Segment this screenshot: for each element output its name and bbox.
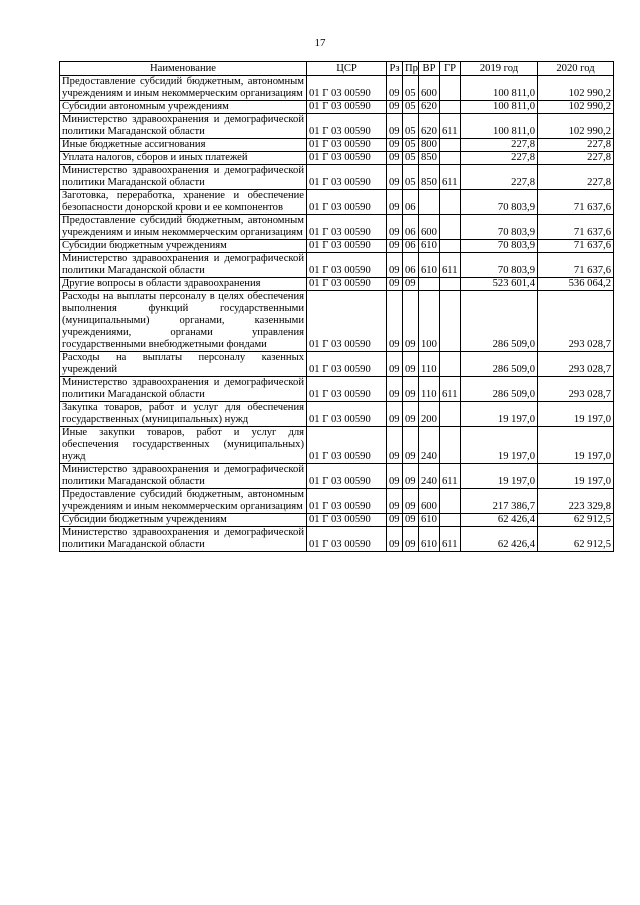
row-amount-2020: 102 990,2 [538, 114, 614, 139]
row-rz: 09 [387, 352, 403, 377]
row-pr: 09 [403, 527, 419, 552]
row-vr: 110 [419, 352, 440, 377]
row-csr: 01 Г 03 00590 [307, 240, 387, 253]
row-pr: 05 [403, 152, 419, 165]
row-name: Министерство здравоохранения и демографической политики Магаданской области [60, 464, 307, 489]
row-amount-2019: 100 811,0 [461, 114, 538, 139]
row-vr: 610 [419, 514, 440, 527]
row-vr: 800 [419, 139, 440, 152]
row-csr: 01 Г 03 00590 [307, 165, 387, 190]
row-rz: 09 [387, 253, 403, 278]
table-row [60, 377, 614, 402]
row-rz: 09 [387, 427, 403, 464]
header-name: Наименование [60, 62, 307, 76]
row-rz: 09 [387, 215, 403, 240]
row-amount-2019: 70 803,9 [461, 240, 538, 253]
row-amount-2019: 100 811,0 [461, 101, 538, 114]
row-vr: 620 [419, 101, 440, 114]
budget-table [59, 61, 614, 552]
row-amount-2019: 227,8 [461, 152, 538, 165]
row-rz: 09 [387, 377, 403, 402]
row-vr [419, 190, 440, 215]
row-gr [440, 152, 461, 165]
header-2020: 2020 год [538, 62, 614, 76]
row-amount-2020: 227,8 [538, 165, 614, 190]
row-name: Министерство здравоохранения и демографической политики Магаданской области [60, 377, 307, 402]
row-name: Министерство здравоохранения и демографической политики Магаданской области [60, 165, 307, 190]
row-gr [440, 101, 461, 114]
row-csr: 01 Г 03 00590 [307, 489, 387, 514]
table-row [60, 190, 614, 215]
row-gr [440, 190, 461, 215]
row-vr: 110 [419, 377, 440, 402]
header-2019: 2019 год [461, 62, 538, 76]
row-gr [440, 402, 461, 427]
row-amount-2020: 71 637,6 [538, 190, 614, 215]
table-row [60, 427, 614, 464]
row-pr: 09 [403, 489, 419, 514]
row-gr: 611 [440, 464, 461, 489]
row-csr: 01 Г 03 00590 [307, 402, 387, 427]
row-amount-2019: 523 601,4 [461, 278, 538, 291]
header-vr: ВР [419, 62, 440, 76]
row-amount-2020: 19 197,0 [538, 402, 614, 427]
table-row [60, 240, 614, 253]
row-csr: 01 Г 03 00590 [307, 352, 387, 377]
row-vr [419, 278, 440, 291]
row-amount-2020: 293 028,7 [538, 377, 614, 402]
row-amount-2020: 19 197,0 [538, 464, 614, 489]
table-header-row [60, 62, 614, 76]
row-name: Министерство здравоохранения и демографической политики Магаданской области [60, 253, 307, 278]
row-csr: 01 Г 03 00590 [307, 76, 387, 101]
row-vr: 610 [419, 527, 440, 552]
row-vr: 100 [419, 291, 440, 352]
row-gr [440, 139, 461, 152]
table-row [60, 215, 614, 240]
row-name: Другие вопросы в области здравоохранения [60, 278, 307, 291]
row-vr: 240 [419, 464, 440, 489]
row-rz: 09 [387, 527, 403, 552]
table-row [60, 402, 614, 427]
row-name: Субсидии автономным учреждениям [60, 101, 307, 114]
row-pr: 05 [403, 76, 419, 101]
row-pr: 09 [403, 352, 419, 377]
row-pr: 05 [403, 114, 419, 139]
row-name: Закупка товаров, работ и услуг для обеспечения государственных (муниципальных) нужд [60, 402, 307, 427]
row-rz: 09 [387, 101, 403, 114]
row-name: Министерство здравоохранения и демографической политики Магаданской области [60, 527, 307, 552]
row-vr: 240 [419, 427, 440, 464]
row-amount-2019: 217 386,7 [461, 489, 538, 514]
row-name: Уплата налогов, сборов и иных платежей [60, 152, 307, 165]
row-rz: 09 [387, 139, 403, 152]
row-vr: 850 [419, 152, 440, 165]
row-rz: 09 [387, 76, 403, 101]
table-row [60, 464, 614, 489]
row-amount-2020: 62 912,5 [538, 514, 614, 527]
row-amount-2019: 62 426,4 [461, 527, 538, 552]
row-name: Расходы на выплаты персоналу в целях обеспечения выполнения функций государственными (муниципальными) органами, казенными учреждениями, органами управления государственными внебюджетными фондами [60, 291, 307, 352]
row-amount-2020: 102 990,2 [538, 76, 614, 101]
row-rz: 09 [387, 278, 403, 291]
row-amount-2020: 293 028,7 [538, 352, 614, 377]
row-name: Предоставление субсидий бюджетным, автономным учреждениям и иным некоммерческим организациям [60, 489, 307, 514]
row-gr [440, 489, 461, 514]
row-csr: 01 Г 03 00590 [307, 464, 387, 489]
row-name: Предоставление субсидий бюджетным, автономным учреждениям и иным некоммерческим организациям [60, 215, 307, 240]
row-csr: 01 Г 03 00590 [307, 114, 387, 139]
row-name: Заготовка, переработка, хранение и обеспечение безопасности донорской крови и ее компонентов [60, 190, 307, 215]
row-name: Субсидии бюджетным учреждениям [60, 514, 307, 527]
table-row [60, 114, 614, 139]
row-csr: 01 Г 03 00590 [307, 427, 387, 464]
table-body [60, 76, 614, 552]
table-row [60, 278, 614, 291]
row-gr: 611 [440, 527, 461, 552]
row-pr: 09 [403, 278, 419, 291]
row-vr: 600 [419, 489, 440, 514]
row-vr: 200 [419, 402, 440, 427]
row-gr: 611 [440, 253, 461, 278]
row-name: Расходы на выплаты персоналу казенных учреждений [60, 352, 307, 377]
row-amount-2019: 19 197,0 [461, 402, 538, 427]
row-vr: 610 [419, 240, 440, 253]
row-amount-2020: 71 637,6 [538, 215, 614, 240]
row-pr: 05 [403, 165, 419, 190]
row-pr: 09 [403, 427, 419, 464]
table-row [60, 527, 614, 552]
row-amount-2019: 227,8 [461, 139, 538, 152]
table-row [60, 139, 614, 152]
row-csr: 01 Г 03 00590 [307, 514, 387, 527]
row-pr: 09 [403, 402, 419, 427]
row-gr [440, 514, 461, 527]
row-amount-2020: 227,8 [538, 152, 614, 165]
row-name: Иные бюджетные ассигнования [60, 139, 307, 152]
row-pr: 09 [403, 377, 419, 402]
row-amount-2020: 19 197,0 [538, 427, 614, 464]
table-row [60, 489, 614, 514]
row-amount-2019: 286 509,0 [461, 377, 538, 402]
row-pr: 09 [403, 464, 419, 489]
row-gr [440, 76, 461, 101]
row-gr [440, 352, 461, 377]
row-csr: 01 Г 03 00590 [307, 291, 387, 352]
header-pr: Пр [403, 62, 419, 76]
row-csr: 01 Г 03 00590 [307, 215, 387, 240]
row-amount-2020: 62 912,5 [538, 527, 614, 552]
row-vr: 620 [419, 114, 440, 139]
page-number: 17 [314, 37, 326, 49]
row-amount-2019: 19 197,0 [461, 427, 538, 464]
table-row [60, 352, 614, 377]
row-name: Предоставление субсидий бюджетным, автономным учреждениям и иным некоммерческим организациям [60, 76, 307, 101]
table-row [60, 152, 614, 165]
row-csr: 01 Г 03 00590 [307, 278, 387, 291]
row-pr: 09 [403, 514, 419, 527]
row-name: Иные закупки товаров, работ и услуг для обеспечения государственных (муниципальных) нужд [60, 427, 307, 464]
row-amount-2019: 19 197,0 [461, 464, 538, 489]
row-amount-2019: 100 811,0 [461, 76, 538, 101]
row-csr: 01 Г 03 00590 [307, 253, 387, 278]
row-gr [440, 427, 461, 464]
row-gr: 611 [440, 377, 461, 402]
row-name: Министерство здравоохранения и демографической политики Магаданской области [60, 114, 307, 139]
row-rz: 09 [387, 190, 403, 215]
row-vr: 600 [419, 215, 440, 240]
row-pr: 06 [403, 215, 419, 240]
row-rz: 09 [387, 114, 403, 139]
table-row [60, 253, 614, 278]
row-amount-2020: 223 329,8 [538, 489, 614, 514]
row-name: Субсидии бюджетным учреждениям [60, 240, 307, 253]
row-csr: 01 Г 03 00590 [307, 101, 387, 114]
row-gr: 611 [440, 165, 461, 190]
header-gr: ГР [440, 62, 461, 76]
row-csr: 01 Г 03 00590 [307, 139, 387, 152]
row-amount-2019: 62 426,4 [461, 514, 538, 527]
row-amount-2020: 227,8 [538, 139, 614, 152]
row-amount-2020: 71 637,6 [538, 253, 614, 278]
row-rz: 09 [387, 402, 403, 427]
row-gr [440, 240, 461, 253]
row-vr: 610 [419, 253, 440, 278]
row-rz: 09 [387, 152, 403, 165]
row-amount-2020: 293 028,7 [538, 291, 614, 352]
row-amount-2020: 71 637,6 [538, 240, 614, 253]
row-csr: 01 Г 03 00590 [307, 377, 387, 402]
row-pr: 06 [403, 190, 419, 215]
table-row [60, 165, 614, 190]
row-pr: 05 [403, 101, 419, 114]
row-gr [440, 278, 461, 291]
row-amount-2019: 286 509,0 [461, 352, 538, 377]
row-amount-2019: 70 803,9 [461, 215, 538, 240]
table-row [60, 291, 614, 352]
header-rz: Рз [387, 62, 403, 76]
row-amount-2019: 286 509,0 [461, 291, 538, 352]
table-row [60, 76, 614, 101]
row-gr [440, 291, 461, 352]
row-rz: 09 [387, 464, 403, 489]
row-amount-2019: 227,8 [461, 165, 538, 190]
row-vr: 850 [419, 165, 440, 190]
row-pr: 05 [403, 139, 419, 152]
table-row [60, 101, 614, 114]
row-pr: 09 [403, 291, 419, 352]
row-pr: 06 [403, 240, 419, 253]
table-row [60, 514, 614, 527]
row-rz: 09 [387, 489, 403, 514]
row-rz: 09 [387, 514, 403, 527]
row-rz: 09 [387, 291, 403, 352]
header-csr: ЦСР [307, 62, 387, 76]
row-gr: 611 [440, 114, 461, 139]
row-csr: 01 Г 03 00590 [307, 190, 387, 215]
row-gr [440, 215, 461, 240]
row-amount-2020: 102 990,2 [538, 101, 614, 114]
row-amount-2020: 536 064,2 [538, 278, 614, 291]
row-vr: 600 [419, 76, 440, 101]
row-csr: 01 Г 03 00590 [307, 527, 387, 552]
row-csr: 01 Г 03 00590 [307, 152, 387, 165]
row-rz: 09 [387, 240, 403, 253]
row-pr: 06 [403, 253, 419, 278]
row-rz: 09 [387, 165, 403, 190]
row-amount-2019: 70 803,9 [461, 190, 538, 215]
row-amount-2019: 70 803,9 [461, 253, 538, 278]
